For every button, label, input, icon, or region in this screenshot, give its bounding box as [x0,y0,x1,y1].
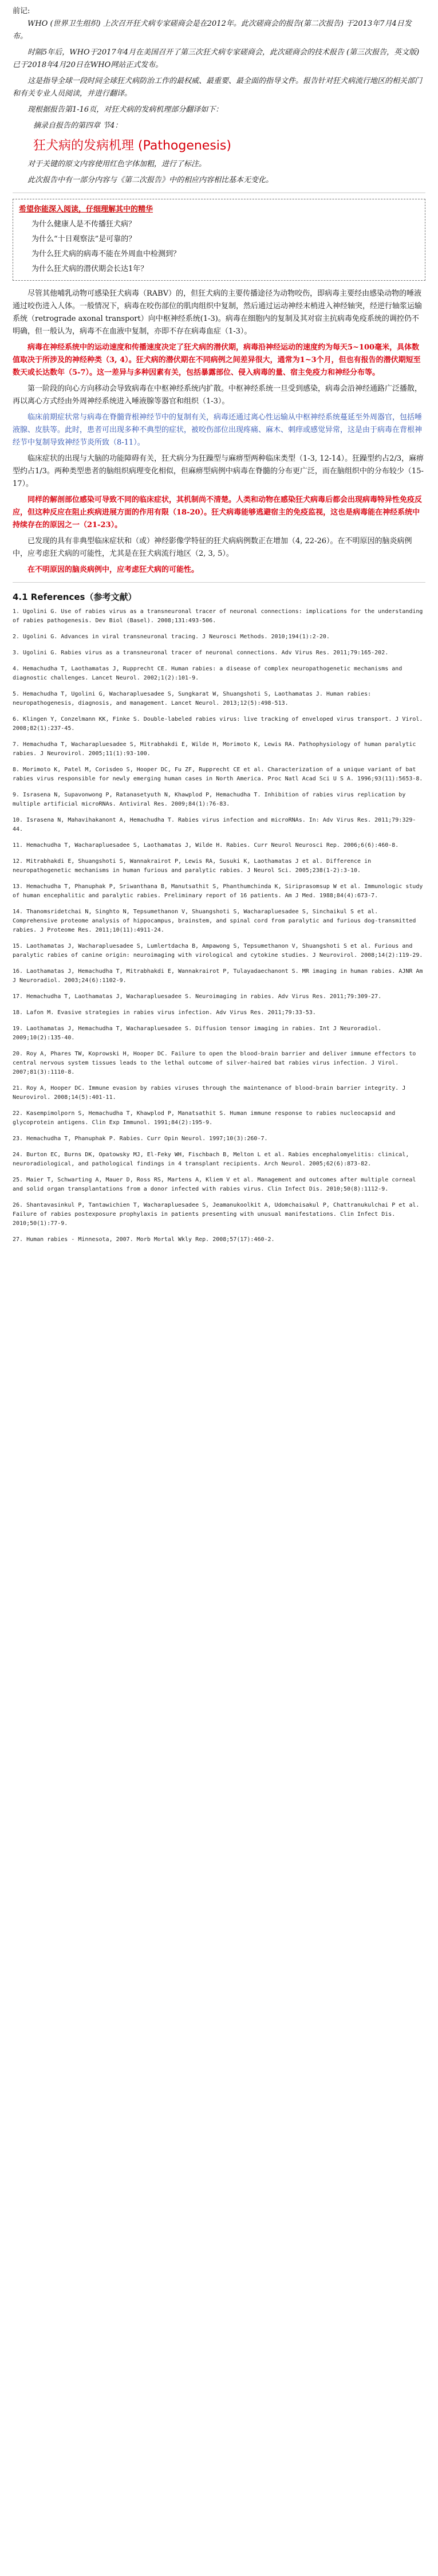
references-heading: 4.1 References（参考文献） [13,592,137,602]
body-paragraph-1: 尽管其他哺乳动物可感染狂犬病毒（RABV）的，但狂犬病的主要传播途径为动物咬伤，即病毒主要经由感染动物的唾液通过咬伤进入人体。一般情况下，病毒在咬伤部位的肌肉组织中复制，然后通过运动神经末梢进入神经轴突，经逆行轴浆运输系统（retrograde axonal transport）向中枢神经系统(1-3)。病毒在细胞内的复制及其对宿主抗病毒免疫系统的调控仍不明确，但一般认为，病毒不在血液中复制，亦即不存在病毒血症（1-3）。 [13,289,423,336]
reference-item: 18. Lafon M. Evasive strategies in rabies virus infection. Adv Virus Res. 2011;79:33-53. [13,1010,316,1016]
reference-item: 24. Burton EC, Burns DK, Opatowsky MJ, El-Feky WH, Fischbach B, Melton L et al. Rabies encephalomyelitis: clinical, neuroradiological, and pathological findings in 4 transplant recipients. Arch Neurol. 2005;62(6):873-82. [13,1152,409,1167]
reference-item: 4. Hemachudha T, Laothamatas J, Rupprecht CE. Human rabies: a disease of complex neuropathogenetic mechanisms and diagnostic challenges. Lancet Neurol. 2002;1(2):101-9. [13,666,403,681]
intro-paragraph-4: 现根据报告第1-16页，对狂犬病的发病机理部分翻译如下： [27,105,223,114]
question-box-title: 希望你能深入阅读，仔细理解其中的精华 [19,205,153,214]
reference-item: 21. Roy A, Hooper DC. Immune evasion by rabies viruses through the maintenance of blood-brain barrier integrity. J Neurovirol. 2008;14(5):401-11. [13,1085,406,1101]
section-title: 狂犬病的发病机理 (Pathogenesis) [33,139,231,153]
body-paragraph-7: 已发现的具有非典型临床症状和（或）神经影像学特征的狂犬病病例数正在增加（4, 22-26）。在不明原因的脑炎病例中，应考虑狂犬病的可能性，尤其是在狂犬病流行地区（2, 3, 5）。 [13,537,412,558]
reference-item: 13. Hemachudha T, Phanuphak P, Sriwanthana B, Manutsathit S, Phanthumchinda K, Siriprasomsup W et al. Immunologic study of human encephalitic and paralytic rabies. Preliminary report of 16 patients. Am J Med. 1988;84(4):673-7. [13,883,423,899]
body-paragraph-2: 病毒在神经系统中的运动速度和传播速度决定了狂犬病的潜伏期，病毒沿神经运动的速度约为每天5~100毫米，具体数值取决于所涉及的神经种类（3, 4）。狂犬病的潜伏期在不同病例之间差异很大，通常为1~3个月，但也有报告的潜伏期短至数天或长达数年（5-7）。这一差异与多种因素有关，包括暴露部位、侵入病毒的量、宿主免疫力和神经分布等。 [13,343,421,377]
reference-item: 2. Ugolini G. Advances in viral transneuronal tracing. J Neurosci Methods. 2010;194(1):2-20. [13,634,330,640]
reference-item: 10. Israsena N, Mahavihakanont A, Hemachudha T. Rabies virus infection and microRNAs. In: Adv Virus Res. 2011;79:329-44. [13,817,416,833]
intro-paragraph-2: 时隔5年后，WHO于2017年4月在美国召开了第三次狂犬病专家磋商会，此次磋商会的技术报告 (第三次报告，英文版) 已于2018年4月20日在WHO网站正式发布。 [13,48,420,69]
reference-item: 11. Hemachudha T, Wacharapluesadee S, Laothamatas J, Wilde H. Rabies. Curr Neurol Neurosci Rep. 2006;6(6):460-8. [13,842,399,849]
question-item: 为什么狂犬病的病毒不能在外周血中检测到？ [31,250,181,258]
reference-item: 27. Human rabies - Minnesota, 2007. Morb Mortal Wkly Rep. 2008;57(17):460-2. [13,1236,275,1243]
section-note-2: 此次报告中有一部分内容与《第二次报告》中的相应内容相比基本无变化。 [27,176,274,184]
reference-item: 22. Kasempimolporn S, Hemachudha T, Khawplod P, Manatsathit S. Human immune response to rabies nucleocapsid and glycoprotein antigens. Clin Exp Immunol. 1991;84(2):195-9. [13,1110,396,1126]
reference-item: 7. Hemachudha T, Wacharapluesadee S, Mitrabhakdi E, Wilde H, Morimoto K, Lewis RA. Pathophysiology of human paralytic rabies. J Neurovirol. 2005;11(1):93-100. [13,741,416,757]
intro-tag: 前记: [13,7,30,15]
intro-paragraph-1: WHO (世界卫生组织) 上次召开狂犬病专家磋商会是在2012年。此次磋商会的报告(第二次报告) 于2013年7月4日发布。 [13,19,412,41]
reference-item: 14. Thanomsridetchai N, Singhto N, Tepsumethanon V, Shuangshoti S, Wacharapluesadee S, Sinchaikul S et al. Comprehensive proteome analysis of hippocampus, brainstem, and spinal cord from paralytic and furious dog-transmitted rabies. J Proteome Res. 2011;10(11):4911-24. [13,909,416,933]
question-box [13,199,425,281]
question-item: 为什么狂犬病的潜伏期会长达1年？ [31,265,148,273]
reference-item: 8. Morimoto K, Patel M, Corisdeo S, Hooper DC, Fu ZF, Rupprecht CE et al. Characterization of a unique variant of bat rabies virus responsible for newly emerging human cases in North America. Proc Natl Acad Sci U S A. 1996;93(11):5653-8. [13,767,423,782]
reference-item: 20. Roy A, Phares TW, Koprowski H, Hooper DC. Failure to open the blood-brain barrier and deliver immune effectors to central nervous system tissues leads to the lethal outcome of silver-haired bat rabies virus infection. J Virol. 2007;81(3):1110-8. [13,1051,416,1075]
body-paragraph-8: 在不明原因的脑炎病例中，应考虑狂犬病的可能性。 [27,566,199,574]
reference-item: 12. Mitrabhakdi E, Shuangshoti S, Wannakrairot P, Lewis RA, Susuki K, Laothamatas J et al. Difference in neuropathogenetic mechanisms in human furious and paralytic rabies. J Neurol Sci. 2005;238(1-2):3-10. [13,858,372,874]
reference-item: 19. Laothamatas J, Hemachudha T, Wacharapluesadee S. Diffusion tensor imaging in rabies. Int J Neuroradiol. 2009;10(2):135-40. [13,1026,382,1041]
question-list [31,217,419,277]
body-paragraph-3: 第一阶段的向心方向移动会导致病毒在中枢神经系统内扩散。中枢神经系统一旦受到感染，病毒会沿神经通路广泛播散，再以离心方式经由外周神经系统进入唾液腺等器官和组织（1-3）。 [13,384,423,406]
section-note-1: 对于关键的原文内容使用红色字体加粗，进行了标注。 [27,160,207,168]
reference-item: 16. Laothamatas J, Hemachudha T, Mitrabhakdi E, Wannakrairot P, Tulayadaechanont S. MR imaging in human rabies. AJNR Am J Neuroradiol. 2003;24(6):1102-9. [13,968,423,984]
body-paragraph-6: 同样的解剖部位感染可导致不同的临床症状，其机制尚不清楚。人类和动物在感染狂犬病毒后都会出现病毒特异性免疫反应，但这种反应在阻止疾病进展方面的作用有限（18-20）。狂犬病毒能够逃避宿主的免疫监视，这也是病毒能在神经系统中持续存在的原因之一（21-23）。 [13,496,423,529]
question-item: 为什么“十日观察法”是可靠的？ [31,235,136,244]
reference-item: 5. Hemachudha T, Ugolini G, Wacharapluesadee S, Sungkarat W, Shuangshoti S, Laothamatas J. Human rabies: neuropathogenesis, diagnosis, and management. Lancet Neurol. 2013;12(5):498-513. [13,691,372,706]
reference-item: 17. Hemachudha T, Laothamatas J, Wacharapluesadee S. Neuroimaging in rabies. Adv Virus Res. 2011;79:309-27. [13,994,382,1000]
reference-item: 23. Hemachudha T, Phanuphak P. Rabies. Curr Opin Neurol. 1997;10(3):260-7. [13,1136,268,1142]
reference-item: 9. Israsena N, Supavonwong P, Ratanasetyuth N, Khawplod P, Hemachudha T. Inhibition of rabies virus replication by multiple artificial microRNAs. Antiviral Res. 2009;84(1):76-83. [13,792,406,807]
body-paragraph-4: 临床前期症状常与病毒在脊髓背根神经节中的复制有关，病毒还通过离心性运输从中枢神经系统蔓延至外周器官，包括唾液腺、皮肤等。此时，患者可出现多种不典型的症状，被咬伤部位出现疼痛、麻木、刺痒或感觉异常，这是由于病毒在背根神经节中复制导致神经节炎所致（8-11）。 [13,413,423,447]
references-section [13,591,425,1244]
reference-item: 15. Laothamatas J, Wacharapluesadee S, Lumlertdacha B, Ampawong S, Tepsumethanon V, Shuangshoti S et al. Furious and paralytic rabies of canine origin: neuroimaging with virological and cytokine studies. J Neurovirol. 2008;14(2):119-29. [13,943,423,959]
reference-item: 26. Shantavasinkul P, Tantawichien T, Wacharapluesadee S, Jeamanukoolkit A, Udomchaisakul P, Chattranukulchai P et al. Failure of rabies postexposure prophylaxis in patients presenting with unusual manifestations. Clin Infect Dis. 2010;50(1):77-9. [13,1202,420,1227]
divider-2 [13,582,425,583]
references-list [13,607,425,1244]
body-paragraph-5: 临床症状的出现与大脑的功能障碍有关，狂犬病分为狂躁型与麻痹型两种临床类型（1-3, 12-14）。狂躁型约占2/3，麻痹型约占1/3。两种类型患者的脑组织病理变化相似，但麻痹型病例中病毒在脊髓的分布更广泛，而在脑组织中的分布较少（15-17）。 [13,454,424,488]
section-label: 摘录自报告的第四章 节4： [33,121,123,130]
reference-item: 3. Ugolini G. Rabies virus as a transneuronal tracer of neuronal connections. Adv Virus Res. 2011;79:165-202. [13,650,389,656]
question-item: 为什么健康人是不传播狂犬病？ [31,220,136,229]
reference-item: 25. Maier T, Schwarting A, Mauer D, Ross RS, Martens A, Kliem V et al. Management and outcomes after multiple corneal and solid organ transplantations from a donor infected with rabies virus. Clin Infect Dis. 2010;50(8):1112-9. [13,1177,416,1192]
intro-paragraph-3: 这是指导全球一段时间全球狂犬病防治工作的最权威、最重要、最全面的指导文件。报告针对狂犬病流行地区的相关部门和有关专业人员阅读，并进行翻译。 [13,77,423,98]
reference-item: 1. Ugolini G. Use of rabies virus as a transneuronal tracer of neuronal connections: implications for the understanding of rabies pathogenesis. Dev Biol (Basel). 2008;131:493-506. [13,608,423,624]
reference-item: 6. Klingen Y, Conzelmann KK, Finke S. Double-labeled rabies virus: live tracking of enveloped virus transport. J Virol. 2008;82(1):237-45. [13,716,423,732]
